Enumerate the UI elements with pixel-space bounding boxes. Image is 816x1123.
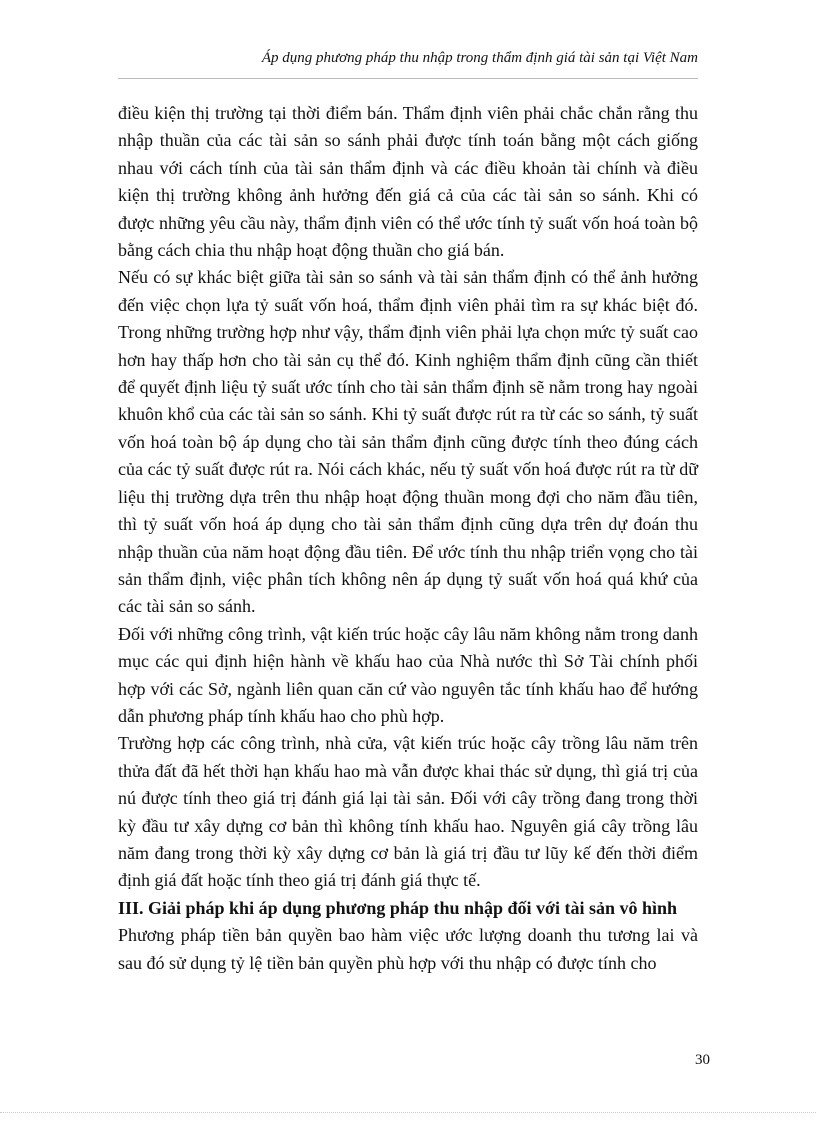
running-header: Áp dụng phương pháp thu nhập trong thẩm định giá tài sản tại Việt Nam [261,50,698,66]
paragraph-4: Trường hợp các công trình, nhà cửa, vật kiến trúc hoặc cây trồng lâu năm trên thửa đất đã hết thời hạn khấu hao mà vẫn được khai thác sử dụng, thì giá trị của nú được tính theo giá trị đánh giá lại tài sản. Đối với cây trồng đang trong thời kỳ đầu tư xây dựng cơ bản thì không tính khấu hao. Nguyên giá cây trồng lâu năm đang trong thời kỳ xây dựng cơ bản là giá trị đầu tư lũy kế đến thời điểm định giá đất hoặc tính theo giá trị đánh giá thực tế. [118,733,698,891]
section-paragraph: Phương pháp tiền bản quyền bao hàm việc ước lượng doanh thu tương lai và sau đó sử dụng tỷ lệ tiền bản quyền phù hợp với thu nhập có được tính cho [118,925,698,973]
page-bottom-divider [0,1112,816,1113]
header-divider [118,78,698,79]
paragraph-2: Nếu có sự khác biệt giữa tài sản so sánh và tài sản thẩm định có thể ảnh hưởng đến việc chọn lựa tỷ suất vốn hoá, thẩm định viên phải tìm ra sự khác biệt đó. Trong những trường hợp như vậy, thẩm định viên phải lựa chọn mức tỷ suất cao hơn hay thấp hơn cho tài sản cụ thể đó. Kinh nghiệm thẩm định cũng cần thiết để quyết định liệu tỷ suất ước tính cho tài sản thẩm định sẽ nằm trong hay ngoài khuôn khổ của các tài sản so sánh. Khi tỷ suất được rút ra từ các so sánh, tỷ suất vốn hoá toàn bộ áp dụng cho tài sản thẩm định cũng được tính theo đúng cách của các tỷ suất được rút ra. Nói cách khác, nếu tỷ suất vốn hoá được rút ra từ dữ liệu thị trường dựa trên thu nhập hoạt động thuần mong đợi cho năm đầu tiên, thì tỷ suất vốn hoá áp dụng cho tài sản thẩm định cũng dựa trên dự đoán thu nhập thuần của năm hoạt động đầu tiên. Để ước tính thu nhập triển vọng cho tài sản thẩm định, việc phân tích không nên áp dụng tỷ suất vốn hoá quá khứ của các tài sản so sánh. [118,267,698,617]
page-number: 30 [695,1052,710,1068]
paragraph-1: điều kiện thị trường tại thời điểm bán. Thẩm định viên phải chắc chắn rằng thu nhập thuần của các tài sản so sánh phải được tính toán bằng một cách giống nhau với cách tính của tài sản thẩm định và các điều khoản tài chính và điều kiện thị trường không ảnh hưởng đến giá cả của các tài sản so sánh. Khi có được những yêu cầu này, thẩm định viên có thể ước tính tỷ suất vốn hoá toàn bộ bằng cách chia thu nhập hoạt động thuần cho giá bán. [118,103,698,261]
body-text [118,100,698,977]
section-heading: III. Giải pháp khi áp dụng phương pháp thu nhập đối với tài sản vô hình [118,897,678,918]
paragraph-3: Đối với những công trình, vật kiến trúc hoặc cây lâu năm không nằm trong danh mục các qui định hiện hành về khấu hao của Nhà nước thì Sở Tài chính phối hợp với các Sở, ngành liên quan căn cứ vào nguyên tắc tính khấu hao để hướng dẫn phương pháp tính khấu hao cho phù hợp. [118,623,698,726]
